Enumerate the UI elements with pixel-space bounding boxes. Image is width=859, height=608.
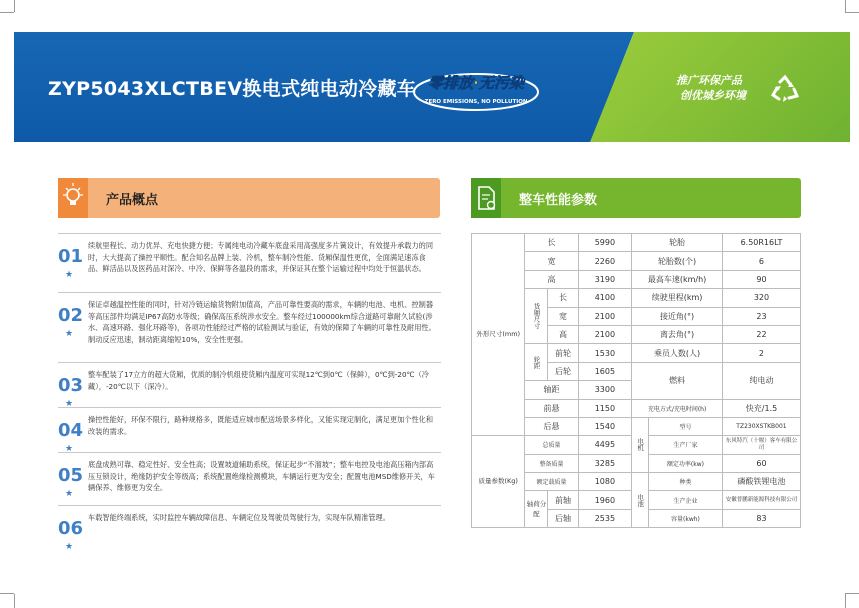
star-icon: ★ — [65, 270, 74, 280]
feature-number: 06 — [58, 518, 84, 539]
cell-value: 3190 — [578, 270, 632, 288]
cell-label: 后悬 — [525, 417, 578, 435]
list-item — [58, 362, 441, 409]
group-label-dims: 外形尺寸(mm) — [472, 234, 525, 436]
cell-label: 燃料 — [632, 362, 723, 399]
cell-value: 83 — [722, 509, 800, 527]
cell-value: 东风特汽（十堰）客车有限公司 — [722, 436, 800, 454]
battery-label: 电池 — [632, 473, 649, 528]
cell-label: 乘员人数(人) — [632, 344, 723, 362]
star-icon: ★ — [65, 542, 74, 552]
cell-value: 2 — [722, 344, 800, 362]
cell-label: 型号 — [648, 417, 722, 435]
cell-label: 充电方式/充电时间(h) — [632, 399, 723, 417]
feature-text: 底盘成熟可靠、稳定性好、安全性高；设置坡道辅助系统，保证起步“不溜坡”；整车电控及电池高压箱内部高压互锁设计，绝缘防护安全等级高；系统配置绝缘检测模块，车辆运行更为安全；配置电池MSD维修开关，车辆保养、维修更为安全。 — [88, 460, 435, 492]
cell-label: 总质量 — [525, 436, 578, 454]
cell-label: 长 — [548, 289, 578, 307]
lightbulb-icon — [58, 178, 88, 218]
zero-emission-logo — [410, 62, 542, 116]
feature-text: 车载智能终端系统，实时监控车辆故障信息、车辆定位及驾驶员驾驶行为，实现车队精准管理。 — [88, 513, 390, 522]
cell-value: 1540 — [578, 417, 632, 435]
logo-sub-text: ZERO EMISSIONS, NO POLLUTION — [424, 99, 528, 105]
cell-value: 1960 — [578, 491, 632, 509]
crop-mark — [845, 594, 846, 608]
feature-text: 保证卓越温控性能的同时，针对冷链运输货物附加值高，产品可靠性要高的需求，车辆的电池、电机、控制器等高压部件均满足IP67高防水等级；确保高压系统涉水安全。整车经过100000km综合道路可靠耐久试验(涉水、高速环路、强化环路等)，各项功性能经过严格的试验测试与验证，有效的保障了车辆的可靠性及耐用性。制动反应迅速，制动距离缩短10%，安全性更强。 — [88, 300, 436, 344]
logo-main-text: 零排放·无污染 — [428, 74, 524, 92]
cell-label: 种类 — [648, 473, 722, 491]
recycle-icon — [770, 74, 800, 104]
cell-label: 容量(kwh) — [648, 509, 722, 527]
cell-value: 4100 — [578, 289, 632, 307]
cell-value: 1150 — [578, 399, 632, 417]
star-icon: ★ — [65, 329, 74, 339]
crop-mark — [845, 0, 846, 12]
star-icon: ★ — [65, 444, 74, 454]
cell-value: 3285 — [578, 454, 632, 472]
cell-value: 2535 — [578, 509, 632, 527]
cell-value: 90 — [722, 270, 800, 288]
cell-value: 1530 — [578, 344, 632, 362]
feature-text: 操控性能好，环保不限行，路种规格多，既能适应城市配送场景多样化，又能实现定制化，满足更加个性化和改装的需求。 — [88, 415, 434, 436]
cell-label: 续驶里程(km) — [632, 289, 723, 307]
crop-mark — [845, 12, 859, 13]
cell-label: 额定载质量 — [525, 473, 578, 491]
cell-label: 长 — [525, 234, 578, 252]
cell-label: 接近角(°) — [632, 307, 723, 325]
cell-value: 2100 — [578, 307, 632, 325]
feature-text: 整车配装了17立方的超大货厢，优质的制冷机组使货厢内温度可实现12℃到0℃（保鲜），0℃到-20℃（冷藏），-20℃以下（深冷）。 — [88, 370, 429, 391]
cell-value: 1080 — [578, 473, 632, 491]
cell-label: 前轮 — [548, 344, 578, 362]
vehicle-specs-header — [471, 178, 801, 218]
crop-mark — [14, 594, 15, 608]
document-gear-icon — [471, 178, 501, 218]
section-title: 产品概点 — [106, 193, 159, 208]
cell-label: 宽 — [548, 307, 578, 325]
cell-value: 纯电动 — [722, 362, 800, 399]
section-icon-bg — [58, 178, 88, 218]
crop-mark — [0, 12, 14, 13]
cargo-dims-label: 货厢尺寸 — [525, 289, 548, 344]
section-title: 整车性能参数 — [519, 193, 598, 208]
track-label: 轮距 — [525, 344, 548, 381]
cell-value: 快充/1.5 — [722, 399, 800, 417]
cell-label: 宽 — [525, 252, 578, 270]
cell-value: 6 — [722, 252, 800, 270]
slogan-line-2: 创优城乡环境 — [680, 89, 746, 102]
cell-value: 2260 — [578, 252, 632, 270]
cell-value: 60 — [722, 454, 800, 472]
feature-number: 05 — [58, 465, 84, 486]
cell-label: 最高车速(km/h) — [632, 270, 723, 288]
cell-value: 5990 — [578, 234, 632, 252]
list-item — [58, 505, 441, 552]
cell-value: 6.50R16LT — [722, 234, 800, 252]
feature-number: 01 — [58, 246, 84, 267]
cell-label: 高 — [525, 270, 578, 288]
list-item — [58, 452, 441, 504]
star-icon: ★ — [65, 399, 74, 409]
motor-label: 电机 — [632, 417, 649, 472]
cell-value: TZ230XSTKB001 — [722, 417, 800, 435]
cell-label: 整备质量 — [525, 454, 578, 472]
cell-label: 生产企业 — [648, 491, 722, 509]
cell-label: 前悬 — [525, 399, 578, 417]
feature-number: 03 — [58, 375, 84, 396]
product-highlights-header — [58, 178, 440, 218]
cell-value: 磷酸铁锂电池 — [722, 473, 800, 491]
list-item — [58, 407, 441, 454]
crop-mark — [845, 593, 859, 594]
list-item — [58, 233, 441, 291]
cell-value: 1605 — [578, 362, 632, 380]
group-label-mass: 质量参数(Kg) — [472, 436, 525, 528]
feature-text: 续航里程长、动力优异、充电快捷方便；专属纯电动冷藏车底盘采用高强度多片簧设计，有效提升承载力的同时，大大提高了操控平顺性。配合知名品牌上装、冷机，整车制冷性能、货厢保温性更优，全面满足速冻食品、鲜活品以及医药品对深冷、中冷、保鲜等各温段的需求，并保证其在整个运输过程中均处于恒温状态。 — [88, 241, 434, 273]
feature-number: 02 — [58, 305, 84, 326]
axle-load-label: 轴荷分配 — [525, 491, 548, 528]
slogan — [676, 73, 746, 103]
cell-value: 23 — [722, 307, 800, 325]
cell-label: 后轮 — [548, 362, 578, 380]
page-title: ZYP5043XLCTBEV换电式纯电动冷藏车 — [48, 78, 417, 100]
cell-label: 额定功率(kw) — [648, 454, 722, 472]
cell-value: 3300 — [578, 381, 632, 399]
spec-table — [471, 233, 801, 528]
cell-label: 轮胎 — [632, 234, 723, 252]
cell-label: 轴距 — [525, 381, 578, 399]
cell-value: 安徽普鹏新能源科技有限公司 — [722, 491, 800, 509]
cell-label: 离去角(°) — [632, 325, 723, 343]
cell-value: 2100 — [578, 325, 632, 343]
star-icon: ★ — [65, 489, 74, 499]
cell-label: 生产厂家 — [648, 436, 722, 454]
cell-label: 后轴 — [548, 509, 578, 527]
crop-mark — [14, 0, 15, 12]
list-item — [58, 292, 441, 361]
feature-number: 04 — [58, 420, 84, 441]
cell-label: 高 — [548, 325, 578, 343]
cell-value: 320 — [722, 289, 800, 307]
cell-label: 前轴 — [548, 491, 578, 509]
slogan-line-1: 推广环保产品 — [676, 74, 742, 87]
cell-label: 轮胎数(个) — [632, 252, 723, 270]
cell-value: 22 — [722, 325, 800, 343]
cell-value: 4495 — [578, 436, 632, 454]
crop-mark — [0, 593, 14, 594]
table-row — [472, 234, 801, 252]
section-icon-bg — [471, 178, 501, 218]
